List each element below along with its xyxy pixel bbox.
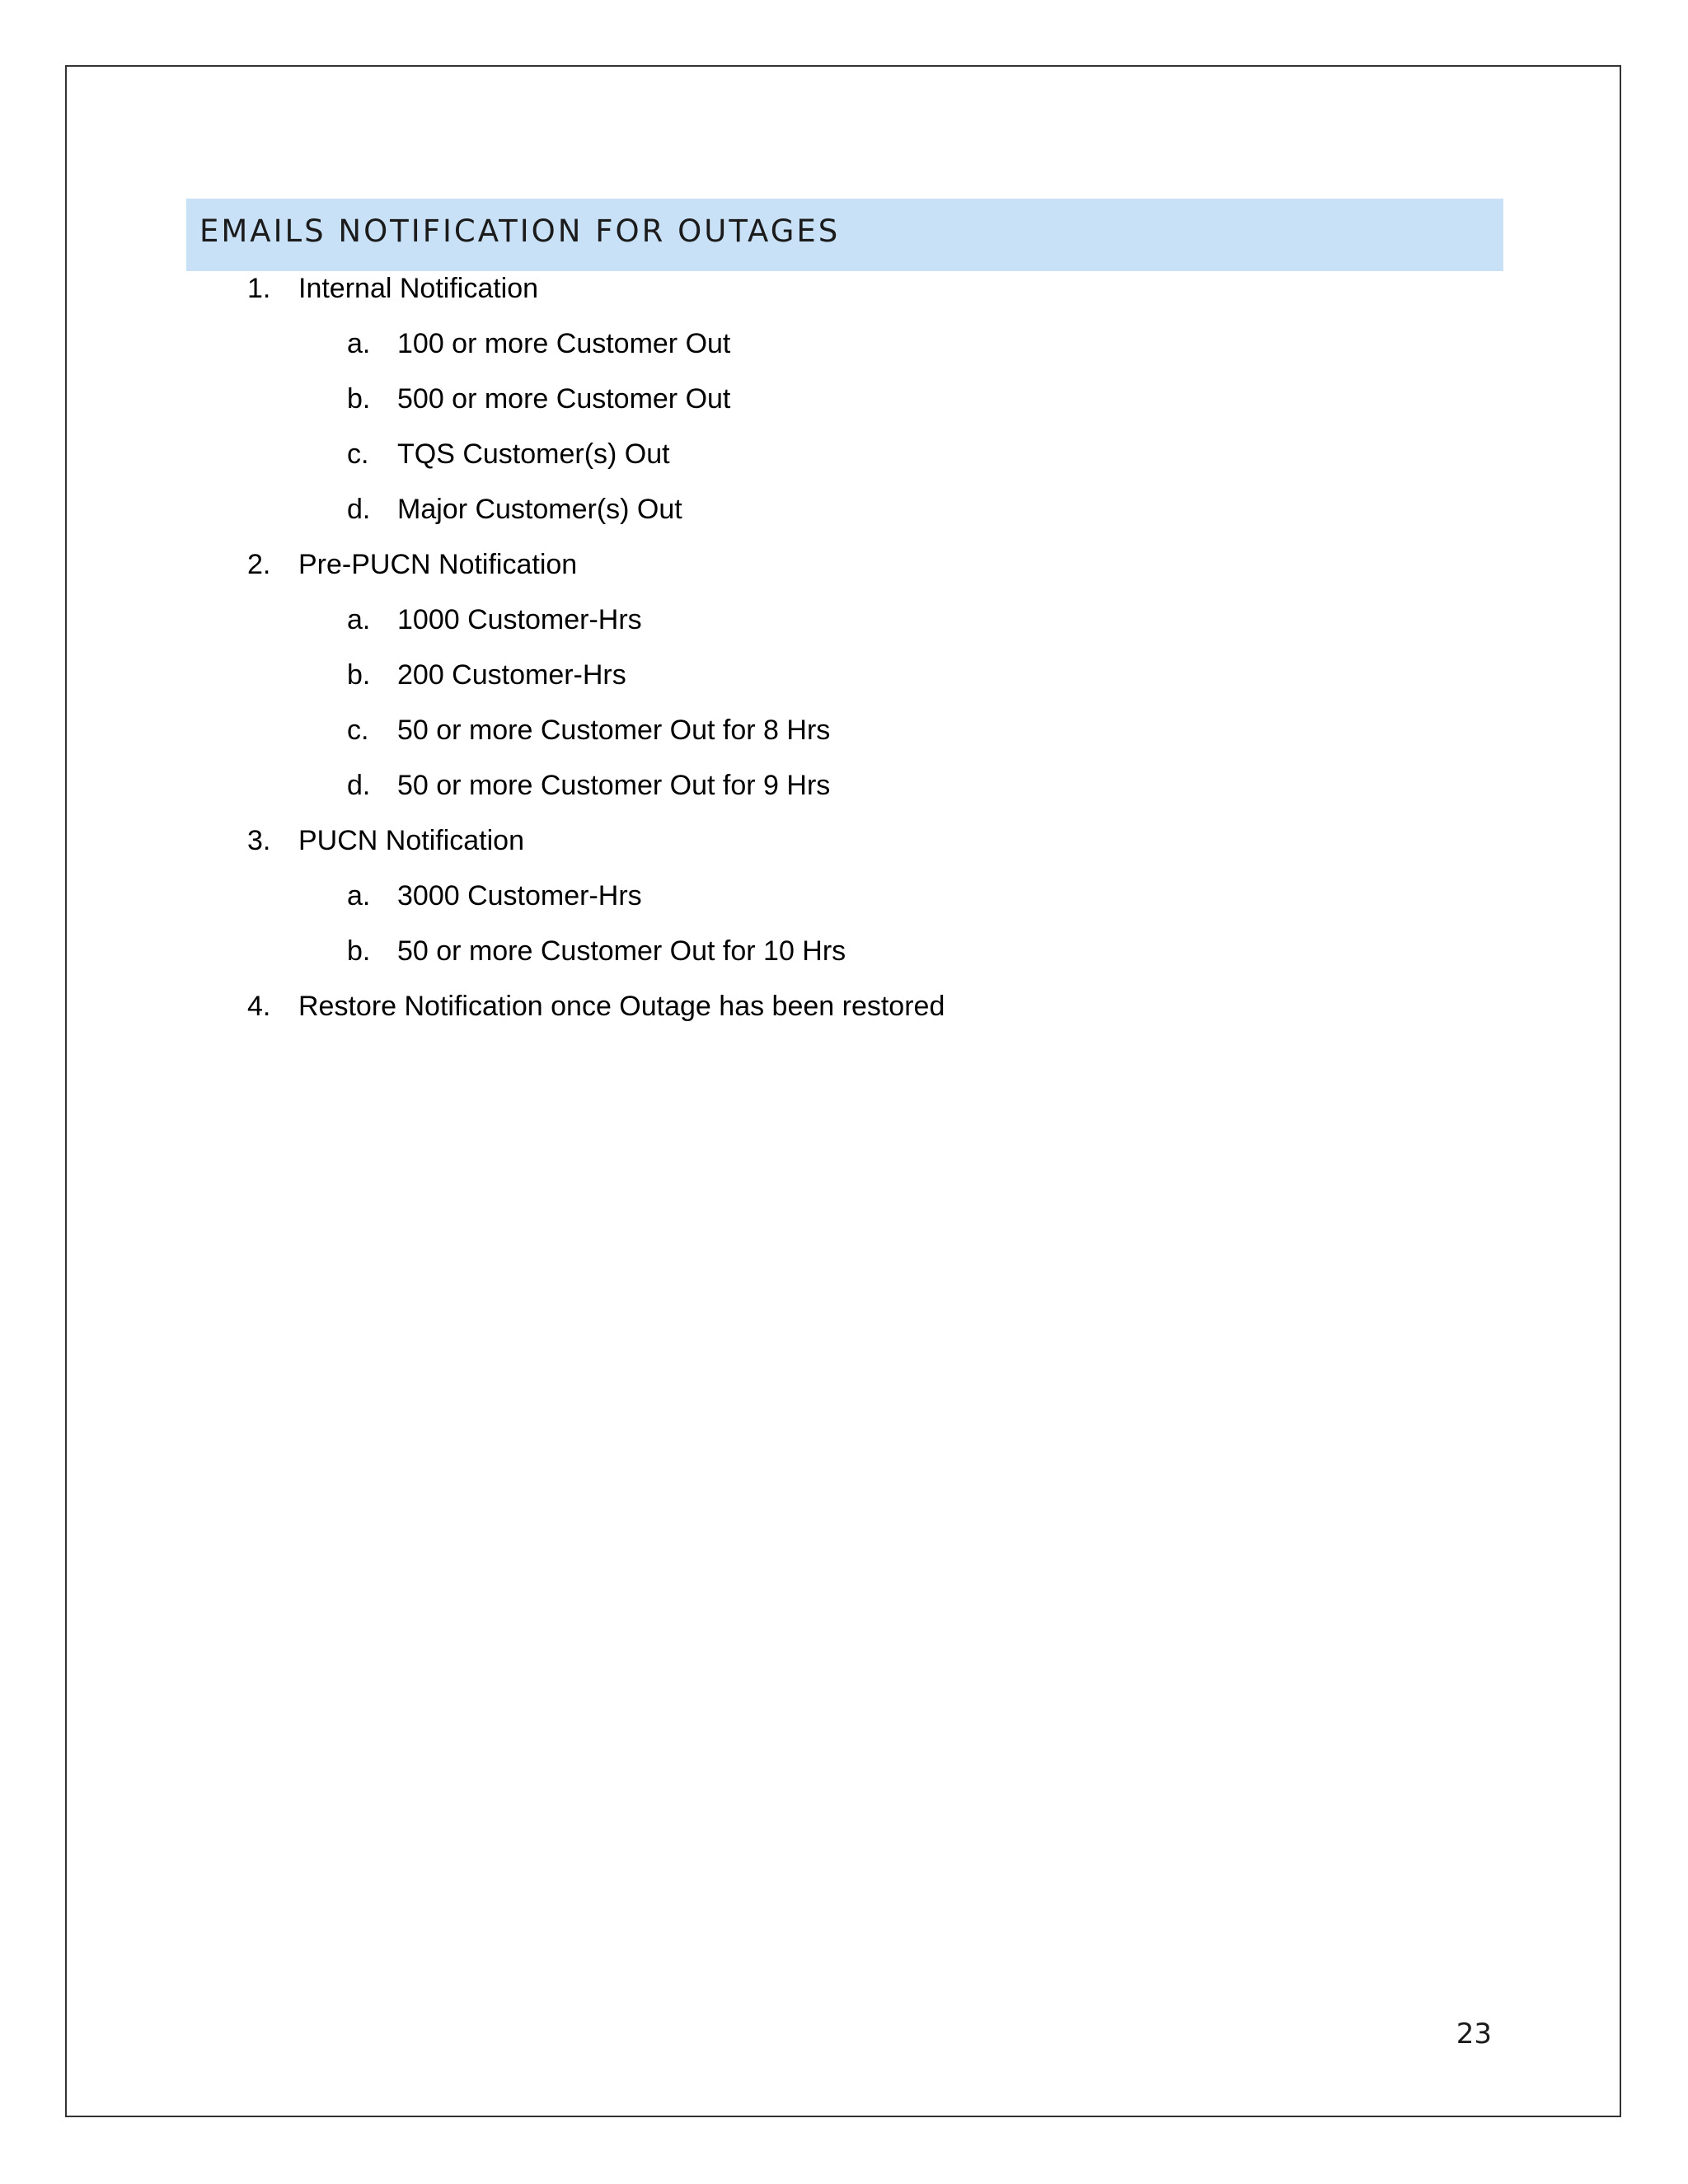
sub-list-marker: a. — [347, 328, 371, 359]
sub-list-marker: b. — [347, 935, 371, 967]
sub-list-marker: c. — [347, 715, 369, 746]
sub-list-marker: a. — [347, 604, 371, 635]
sub-list-marker: d. — [347, 494, 371, 525]
sub-list-item-label: 200 Customer-Hrs — [397, 659, 626, 691]
list-item-label: Pre-PUCN Notification — [298, 549, 578, 580]
list-marker: 1. — [247, 273, 271, 304]
sub-list-marker: d. — [347, 770, 371, 801]
page-border — [65, 65, 1621, 2117]
list-marker: 2. — [247, 549, 271, 580]
list-marker: 4. — [247, 991, 271, 1022]
sub-list-marker: b. — [347, 659, 371, 691]
list-marker: 3. — [247, 825, 271, 856]
sub-list-marker: a. — [347, 880, 371, 912]
section-heading-band — [186, 199, 1503, 271]
sub-list-item-label: 3000 Customer-Hrs — [397, 880, 642, 912]
sub-list-item-label: 100 or more Customer Out — [397, 328, 731, 359]
sub-list-marker: b. — [347, 383, 371, 415]
sub-list-item-label: 50 or more Customer Out for 8 Hrs — [397, 715, 831, 746]
page-number: 23 — [1456, 2018, 1492, 2050]
list-item-label: Restore Notification once Outage has been restored — [298, 991, 945, 1022]
sub-list-item-label: 500 or more Customer Out — [397, 383, 731, 415]
sub-list-item-label: Major Customer(s) Out — [397, 494, 682, 525]
sub-list-item-label: 50 or more Customer Out for 10 Hrs — [397, 935, 846, 967]
sub-list-item-label: 1000 Customer-Hrs — [397, 604, 642, 635]
sub-list-item-label: TQS Customer(s) Out — [397, 438, 670, 470]
sub-list-marker: c. — [347, 438, 369, 470]
list-item-label: PUCN Notification — [298, 825, 524, 856]
section-title: EMAILS NOTIFICATION FOR OUTAGES — [199, 213, 841, 249]
list-item-label: Internal Notification — [298, 273, 539, 304]
sub-list-item-label: 50 or more Customer Out for 9 Hrs — [397, 770, 831, 801]
